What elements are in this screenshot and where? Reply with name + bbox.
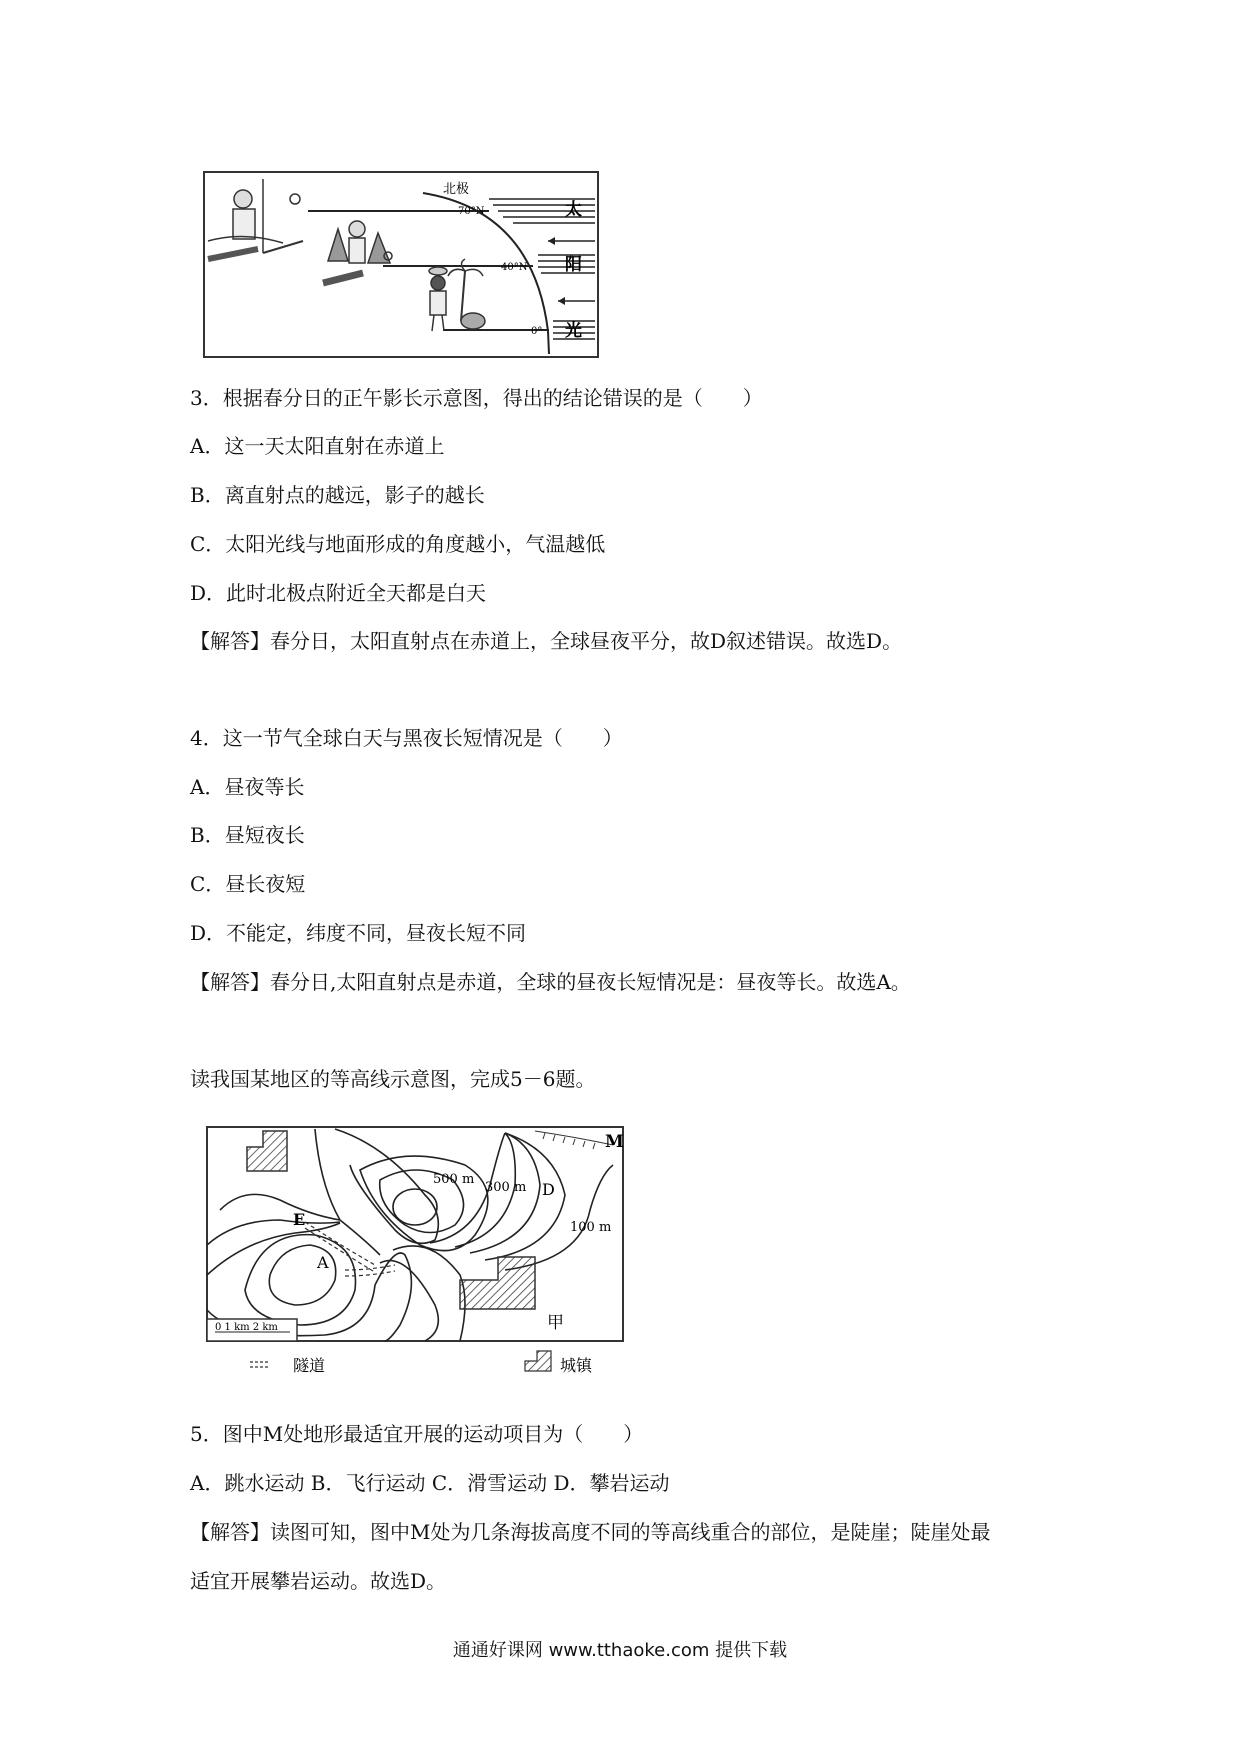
- sun-char-3: 光: [565, 321, 582, 341]
- scale-bar: 0 1 km 2 km: [215, 1322, 278, 1333]
- label-A: A: [317, 1253, 329, 1272]
- q3-option-a: A．这一天太阳直射在赤道上: [190, 434, 445, 458]
- tunnel-legend-icon: [250, 1362, 270, 1367]
- north-pole-label: 北极: [443, 182, 470, 197]
- q3-option-b: B．离直射点的越远，影子的越长: [190, 483, 485, 507]
- label-jia: 甲: [547, 1313, 564, 1333]
- q5-options: A．跳水运动 B．飞行运动 C．滑雪运动 D．攀岩运动: [190, 1471, 670, 1495]
- q5-stem: 5．图中M处地形最适宜开展的运动项目为（ ）: [190, 1422, 644, 1446]
- q4-option-c: C．昼长夜短: [190, 872, 306, 896]
- q4-answer: 【解答】春分日,太阳直射点是赤道，全球的昼夜长短情况是：昼夜等长。故选A。: [190, 970, 911, 994]
- legend-tunnel: 隧道: [293, 1356, 326, 1375]
- lat-40-label: 40°N: [501, 262, 528, 273]
- label-E: E: [293, 1210, 306, 1229]
- label-100m: 100 m: [570, 1220, 612, 1235]
- q3-answer: 【解答】春分日，太阳直射点在赤道上，全球昼夜平分，故D叙述错误。故选D。: [190, 629, 903, 653]
- label-300m: 300 m: [485, 1180, 527, 1195]
- q4-option-a: A．昼夜等长: [190, 775, 305, 799]
- sun-char-2: 阳: [565, 255, 582, 275]
- q5-answer-line-2: 适宜开展攀岩运动。故选D。: [190, 1569, 447, 1593]
- q3-option-d: D．此时北极点附近全天都是白天: [190, 581, 487, 605]
- q4-stem: 4．这一节气全球白天与黑夜长短情况是（ ）: [190, 726, 623, 750]
- label-M: M: [605, 1132, 624, 1152]
- legend-town: 城镇: [560, 1356, 593, 1375]
- label-D: D: [542, 1180, 555, 1199]
- q4-option-d: D．不能定，纬度不同，昼夜长短不同: [190, 921, 527, 945]
- q5-answer-line-1: 【解答】读图可知，图中M处为几条海拔高度不同的等高线重合的部位，是陡崖；陡崖处最: [190, 1520, 991, 1544]
- contour-map-figure: [205, 1125, 625, 1375]
- town-legend-icon: [525, 1351, 551, 1371]
- q4-option-b: B．昼短夜长: [190, 823, 305, 847]
- q3-stem: 3．根据春分日的正午影长示意图，得出的结论错误的是（ ）: [190, 386, 763, 410]
- lat-70-label: 70°N: [458, 206, 485, 217]
- noon-shadow-figure: [203, 171, 599, 358]
- sun-char-1: 太: [565, 200, 582, 220]
- label-500m: 500 m: [433, 1172, 475, 1187]
- q3-option-c: C．太阳光线与地面形成的角度越小，气温越低: [190, 532, 606, 556]
- intro-5-6: 读我国某地区的等高线示意图，完成5－6题。: [190, 1067, 596, 1091]
- footer-source: 通通好课网 www.tthaoke.com 提供下载: [452, 1640, 788, 1661]
- lat-0-label: 0°: [531, 326, 543, 337]
